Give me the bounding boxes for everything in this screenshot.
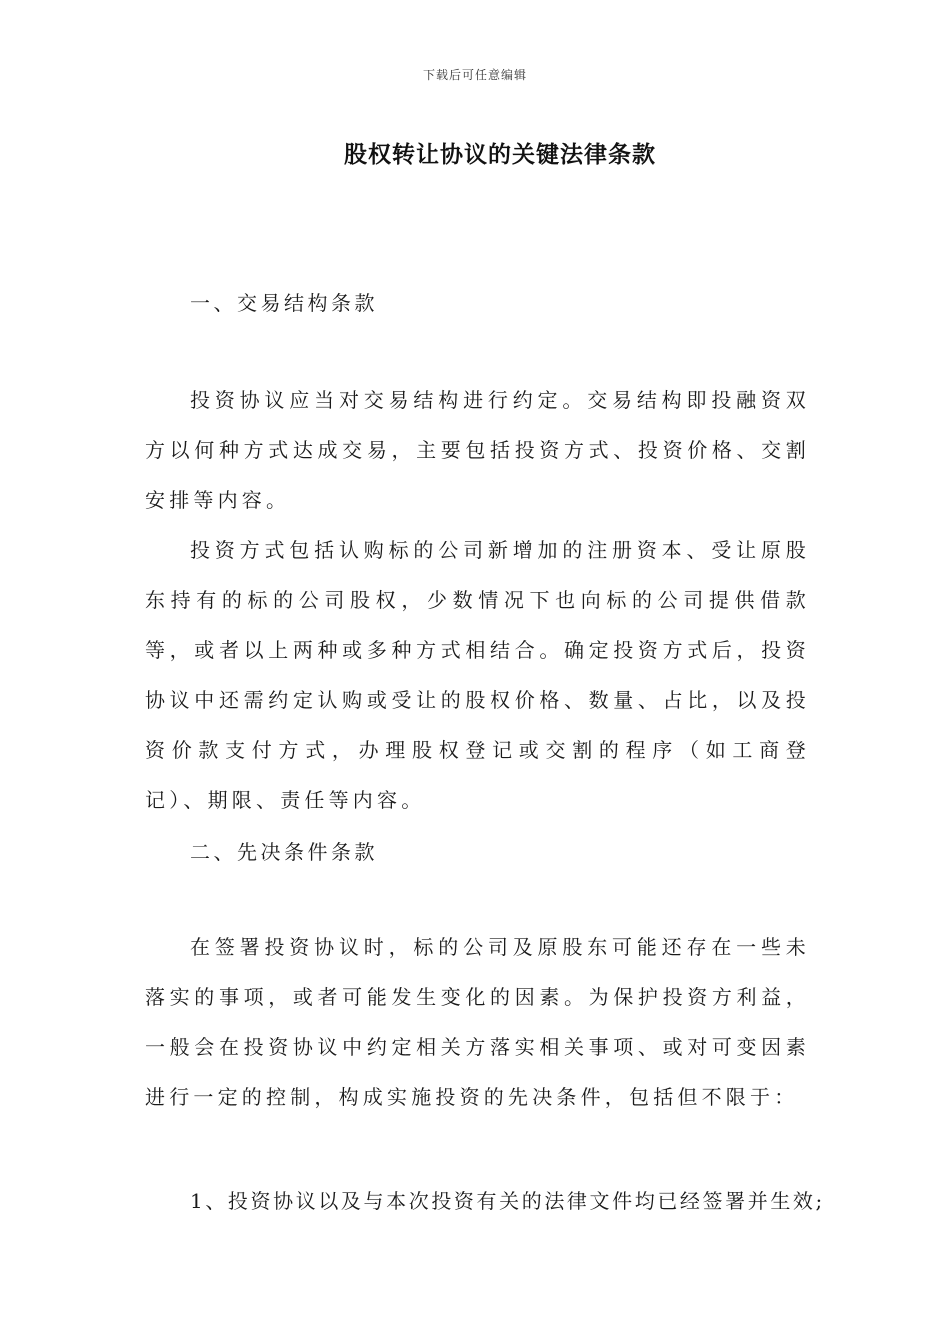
list-item: 1、投资协议以及与本次投资有关的法律文件均已经签署并生效; bbox=[190, 1189, 825, 1213]
section-heading-1: 一、交易结构条款 bbox=[190, 291, 378, 315]
section-2-body bbox=[145, 922, 810, 1122]
document-title: 股权转让协议的关键法律条款 bbox=[344, 142, 656, 168]
paragraph: 投资协议应当对交易结构进行约定。交易结构即投融资双方以何种方式达成交易，主要包括投资方式、投资价格、交割安排等内容。 bbox=[145, 388, 810, 512]
paragraph: 在签署投资协议时，标的公司及原股东可能还存在一些未落实的事项，或者可能发生变化的因素。为保护投资方利益，一般会在投资协议中约定相关方落实相关事项、或对可变因素进行一定的控制，构成实施投资的先决条件，包括但不限于： bbox=[145, 935, 810, 1109]
paragraph: 投资方式包括认购标的公司新增加的注册资本、受让原股东持有的标的公司股权，少数情况下也向标的公司提供借款等，或者以上两种或多种方式相结合。确定投资方式后，投资协议中还需约定认购或受让的股权价格、数量、占比，以及投资价款支付方式，办理股权登记或交割的程序（如工商登记）、期限、责任等内容。 bbox=[145, 538, 810, 812]
section-1-body bbox=[145, 375, 810, 825]
header-note: 下载后可任意编辑 bbox=[422, 68, 527, 82]
section-heading-2: 二、先决条件条款 bbox=[190, 840, 378, 864]
